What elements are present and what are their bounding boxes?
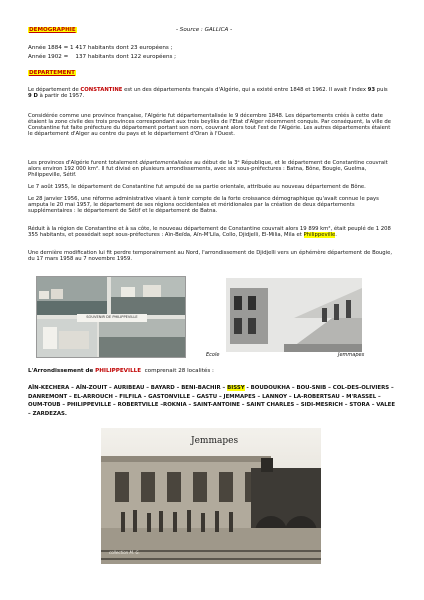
philippeville-highlight: Philippeville xyxy=(303,232,336,239)
departement-label: DEPARTEMENT xyxy=(29,70,75,76)
station-photo xyxy=(101,428,321,564)
ecole-caption: Ecole xyxy=(206,352,220,358)
localites-list: AÏN-KECHERA – AÏN-ZOUIT – AURIBEAU – BAYARD – BENI-BACHIR – BISSY - BOUDOUKHA – BOU-SNIB – COL-DES-OLIVIERS – DANREMONT – EL-ARROUCH – FILFILA – GASTONVILLE – GASTU – JEMMAPES – LANNOY – LA-ROBERTSAU – M'RASSEL – OUM-TOUB – PHILIPPEVILLE – ROBERTVILLE –ROKNIA – SAINT-ANTOINE – SAINT CHARLES – SIDI-MESRICH – STORA – VALEE – ZARDEZAS. xyxy=(28,385,396,417)
departement-paragraph-5: Réduit à la région de Constantine et à sa côte, le nouveau département de Constantine couvrait alors 19 899 km², était peuplé de 1 208 355 habitants, et possédait sept sous-préfectures : Aïn-Beïda, Aïn-M'Lila, Collo, Djidjelli, El-Milia, Mila et Philippeville. xyxy=(28,226,391,239)
departement-paragraph-2: Les provinces d'Algérie furent totalement départementalisées au début de la 3ᵉ République, et le département de Constantine couvrait alors environ 192 000 km². Il fut divisé en plusieurs arrondissements, avec six sous-préfectures : Batna, Bône, Bougie, Guelma, Philippeville, Sétif. xyxy=(28,160,388,179)
postcard-title: SOUVENIR DE PHILIPPEVILLE xyxy=(86,315,138,319)
departement-paragraph-4: Le 28 janvier 1956, une réforme administrative visant à tenir compte de la forte croissance démographique qu'avait connue le pays amputa le 20 mai 1957, le département de ses régions occidentales et méridionales par la création de deux départements supplémentaires : le département de Sétif et le département de Batna. xyxy=(28,196,379,215)
jemmapes-caption: Jemmapes xyxy=(338,352,365,358)
population-1884: Année 1884 = 1 417 habitants dont 23 européens ; xyxy=(28,45,173,51)
philippeville-name: PHILIPPEVILLE xyxy=(95,368,142,374)
jemmapes-photo xyxy=(226,278,362,352)
departement-intro: Le département de CONSTANTINE est un des départements français d'Algérie, qui a existé entre 1848 et 1962. Il avait l'index 93 puis 9 D à partir de 1957. xyxy=(28,87,388,100)
station-sign: Jemmapes xyxy=(191,436,239,446)
constantine-name: CONSTANTINE xyxy=(80,87,123,93)
source-line: - Source : GALLICA - xyxy=(176,27,233,33)
station-signature: collection M. G. xyxy=(109,550,140,555)
population-1902: Année 1902 = 137 habitants dont 122 européens ; xyxy=(28,54,177,60)
demographie-label: DEMOGRAPHIE xyxy=(29,27,76,33)
departement-paragraph-6: Une dernière modification lui fit perdre temporairement au Nord, l'arrondissement de Djidjelli vers un éphémère département de Bougie, du 17 mars 1958 au 7 novembre 1959. xyxy=(28,250,393,263)
station-image xyxy=(101,428,321,564)
philippeville-postcard xyxy=(36,276,186,358)
ecole-image xyxy=(226,278,362,352)
departement-paragraph-1: Considérée comme une province française, l'Algérie fut départementalisée le 9 décembre 1848. Les départements créés à cette date étaient la zone civile des trois provinces correspondant aux trois beyliks de l'Etat d'Alger récemment conquis. Par conséquent, la ville de Constantine fut faite préfecture du département portant son nom, couvrant alors tout l'est de l'Algérie. Les autres départements étaient le département d'Alger au centre du pays et le département d'Oran à l'Ouest. xyxy=(28,113,392,138)
arrondissement-heading: L'Arrondissement de PHILIPPEVILLE comprenait 28 localités : xyxy=(28,368,214,374)
bissy-highlight: BISSY xyxy=(227,385,245,391)
departement-paragraph-3: Le 7 août 1955, le département de Constantine fut amputé de sa partie orientale, attribuée au nouveau département de Bône. xyxy=(28,184,366,190)
